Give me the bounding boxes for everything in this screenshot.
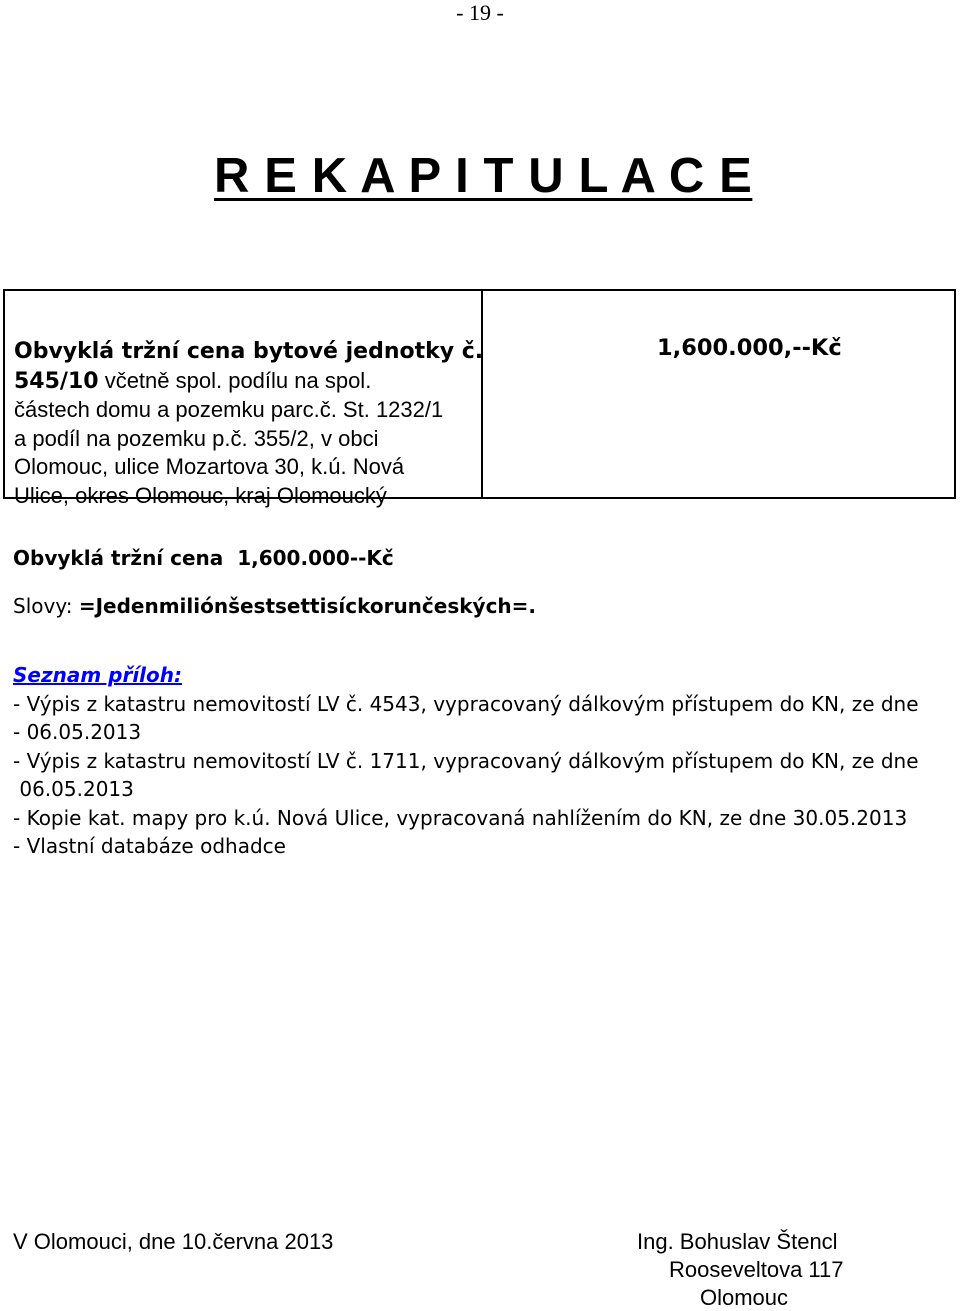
summary-description bbox=[14, 337, 483, 510]
words-label: Slovy: bbox=[13, 594, 79, 618]
summary-table bbox=[3, 289, 956, 508]
attachment-line-5: - Kopie kat. mapy pro k.ú. Nová Ulice, vypracovaná nahlížením do KN, ze dne 30.05.2013 bbox=[13, 806, 908, 830]
summary-line-6: Ulice, okres Olomouc, kraj Olomoucký bbox=[14, 482, 387, 508]
summary-line-3: částech domu a pozemku parc.č. St. 1232/1 bbox=[14, 397, 444, 422]
summary-line-1: Obvyklá tržní cena bytové jednotky č. bbox=[14, 339, 484, 364]
signature-street: Rooseveltova 117 bbox=[669, 1257, 844, 1282]
summary-value: 1,600.000,--Kč bbox=[657, 335, 842, 361]
summary-line-4: a podíl na pozemku p.č. 355/2, v obci bbox=[14, 425, 379, 451]
attachment-line-1: - Výpis z katastru nemovitostí LV č. 4543, vypracovaný dálkovým přístupem do KN, ze dne bbox=[13, 692, 919, 716]
signature-city: Olomouc bbox=[700, 1285, 789, 1310]
signature-name: Ing. Bohuslav Štencl bbox=[637, 1229, 838, 1254]
summary-line-2: 545/10 včetně spol. podílu na spol. bbox=[14, 367, 372, 394]
attachment-line-3: - Výpis z katastru nemovitostí LV č. 1711, vypracovaný dálkovým přístupem do KN, ze dne bbox=[13, 749, 919, 773]
market-price: Obvyklá tržní cena 1,600.000--Kč bbox=[13, 546, 394, 570]
summary-line-5: Olomouc, ulice Mozartova 30, k.ú. Nová bbox=[14, 454, 405, 479]
attachments-title: Seznam příloh: bbox=[13, 663, 183, 687]
price-in-words bbox=[13, 594, 536, 618]
signature-place-date: V Olomouci, dne 10.června 2013 bbox=[13, 1229, 334, 1254]
attachment-line-4: 06.05.2013 bbox=[13, 777, 134, 801]
attachment-line-2: - 06.05.2013 bbox=[13, 720, 142, 744]
words-value: =Jedenmiliónšestsettisíckorunčeských=. bbox=[78, 594, 537, 618]
attachment-line-6: - Vlastní databáze odhadce bbox=[13, 834, 286, 858]
page-title: R E K A P I T U L A C E bbox=[214, 149, 753, 203]
page-number: - 19 - bbox=[456, 0, 504, 25]
